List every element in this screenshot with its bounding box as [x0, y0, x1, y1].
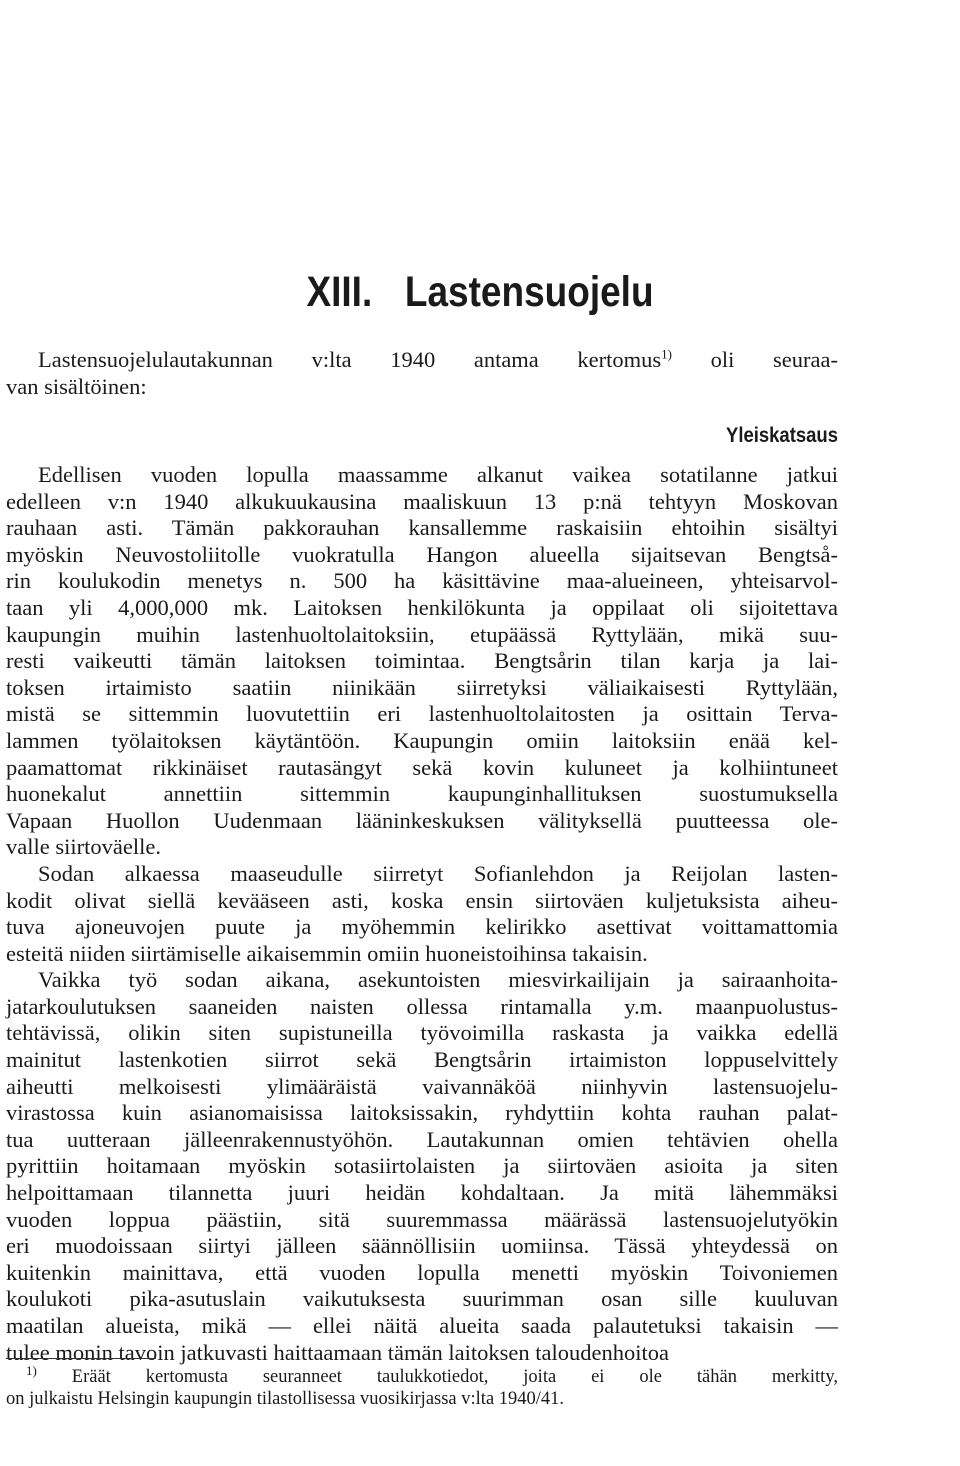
paragraph: [6, 462, 838, 861]
footnote-reference: 1): [661, 346, 673, 362]
text-line: lammen työlaitoksen käytäntöön. Kaupungin omiin laitoksiin enää kel-: [6, 727, 838, 753]
footnote: [6, 1362, 838, 1410]
text-line: tuva ajoneuvojen puute ja myöhemmin kelirikko asettivat voittamattomia: [6, 914, 838, 940]
text-line: kuitenkin mainittava, että vuoden lopulla menetti myöskin Toivoniemen: [6, 1259, 838, 1285]
text-line: taan yli 4,000,000 mk. Laitoksen henkilökunta ja oppilaat oli sijoitettava: [6, 594, 838, 620]
intro-line-2: van sisältöinen:: [6, 374, 147, 399]
text-line: Edellisen vuoden lopulla maassamme alkanut vaikea sotatilanne jatkui: [38, 462, 838, 487]
paragraph: [6, 861, 838, 967]
section-heading: Yleiskatsaus: [726, 424, 838, 447]
text-line: aiheutti melkoisesti ylimääräistä vaivannäköä niinhyvin lastensuojelu-: [6, 1073, 838, 1099]
chapter-number: XIII.: [306, 268, 373, 316]
text-line: kaupungin muihin lastenhuoltolaitoksiin, etupäässä Ryttylään, mikä suu-: [6, 621, 838, 647]
text-line: Vaikka työ sodan aikana, asekuntoisten miesvirkailijain ja sairaanhoita-: [38, 967, 838, 993]
intro-line-1: [6, 346, 838, 373]
body-text: [6, 462, 838, 1366]
text-line: tehtävissä, olikin siten supistuneilla työvoimilla raskasta ja vaikka edellä: [6, 1020, 838, 1046]
text-line: pyrittiin hoitamaan myöskin sotasiirtolaisten ja siirtoväen asioita ja siten: [6, 1153, 838, 1179]
intro-paragraph: [6, 346, 838, 400]
text-line: koulukoti pika-asutuslain vaikutuksesta suurimman osan sille kuuluvan: [6, 1286, 838, 1312]
text-line: rin koulukodin menetys n. 500 ha käsittävine maa-alueineen, yhteisarvol-: [6, 568, 838, 594]
text-line: helpoittamaan tilannetta juuri heidän kohdaltaan. Ja mitä lähemmäksi: [6, 1180, 838, 1206]
text-line: Sodan alkaessa maaseudulle siirretyt Sofianlehdon ja Reijolan lasten-: [38, 860, 838, 886]
text-line: esteitä niiden siirtämiselle aikaisemmin omiin huoneistoihinsa takaisin.: [6, 940, 648, 966]
text-line: mainitut lastenkotien siirrot sekä Bengtsårin irtaimiston loppuselvittely: [6, 1047, 838, 1073]
text-line: maatilan alueista, mikä — ellei näitä alueita saada palautetuksi takaisin —: [6, 1313, 838, 1338]
text-line: tulee monin tavoin jatkuvasti haittaamaan tämän laitoksen taloudenhoitoa: [6, 1339, 669, 1365]
text-line: paamattomat rikkinäiset rautasängyt sekä kovin kuluneet ja kolhiintuneet: [6, 754, 838, 780]
footnote-line-2: on julkaistu Helsingin kaupungin tilastollisessa vuosikirjassa v:lta 1940/41.: [6, 1389, 565, 1409]
text-line: vuoden loppua päästiin, sitä suuremmassa määrässä lastensuojelutyökin: [6, 1206, 838, 1232]
text-line: virastossa kuin asianomaisissa laitoksissakin, ryhdyttiin kohta rauhan palat-: [6, 1100, 838, 1126]
paragraph: [6, 967, 838, 1366]
text-line: myöskin Neuvostoliitolle vuokratulla Hangon alueella sijaitsevan Bengtså-: [6, 541, 838, 567]
text-line: mistä se sittemmin luovutettiin eri lastenhuoltolaitosten ja osittain Terva-: [6, 701, 838, 727]
intro-text-end: oli seuraa-: [672, 347, 838, 372]
footnote-divider: [6, 1358, 156, 1359]
footnote-line-1: [6, 1362, 838, 1388]
footnote-text-1: Eräät kertomusta seuranneet taulukkotiedot, joita ei ole tähän merkitty,: [36, 1367, 838, 1387]
intro-text: Lastensuojelulautakunnan v:lta 1940 antama kertomus: [38, 347, 662, 372]
footnote-mark: 1): [26, 1362, 37, 1378]
text-line: huonekalut annettiin sittemmin kaupunginhallituksen suostumuksella: [6, 781, 838, 807]
chapter-title: [67, 268, 893, 317]
text-line: valle siirtoväelle.: [6, 834, 161, 860]
text-line: toksen irtaimisto saatiin niinikään siirretyksi väliaikaisesti Ryttylään,: [6, 674, 838, 700]
text-line: rauhaan asti. Tämän pakkorauhan kansallemme raskaisiin ehtoihin sisältyi: [6, 515, 838, 541]
chapter-name: Lastensuojelu: [404, 268, 654, 316]
text-line: edelleen v:n 1940 alkukuukausina maaliskuun 13 p:nä tehtyyn Moskovan: [6, 488, 838, 514]
text-line: resti vaikeutti tämän laitoksen toimintaa. Bengtsårin tilan karja ja lai-: [6, 648, 838, 674]
text-line: jatarkoulutuksen saaneiden naisten ollessa rintamalla y.m. maanpuolustus-: [6, 993, 838, 1019]
text-line: eri muodoissaan siirtyi jälleen säännöllisiin uomiinsa. Tässä yhteydessä on: [6, 1233, 838, 1259]
text-line: Vapaan Huollon Uudenmaan lääninkeskuksen välityksellä puutteessa ole-: [6, 807, 838, 833]
text-line: kodit olivat siellä kevääseen asti, koska ensin siirtoväen kuljetuksista aiheu-: [6, 887, 838, 913]
text-line: tua uutteraan jälleenrakennustyöhön. Lautakunnan omien tehtävien ohella: [6, 1126, 838, 1152]
